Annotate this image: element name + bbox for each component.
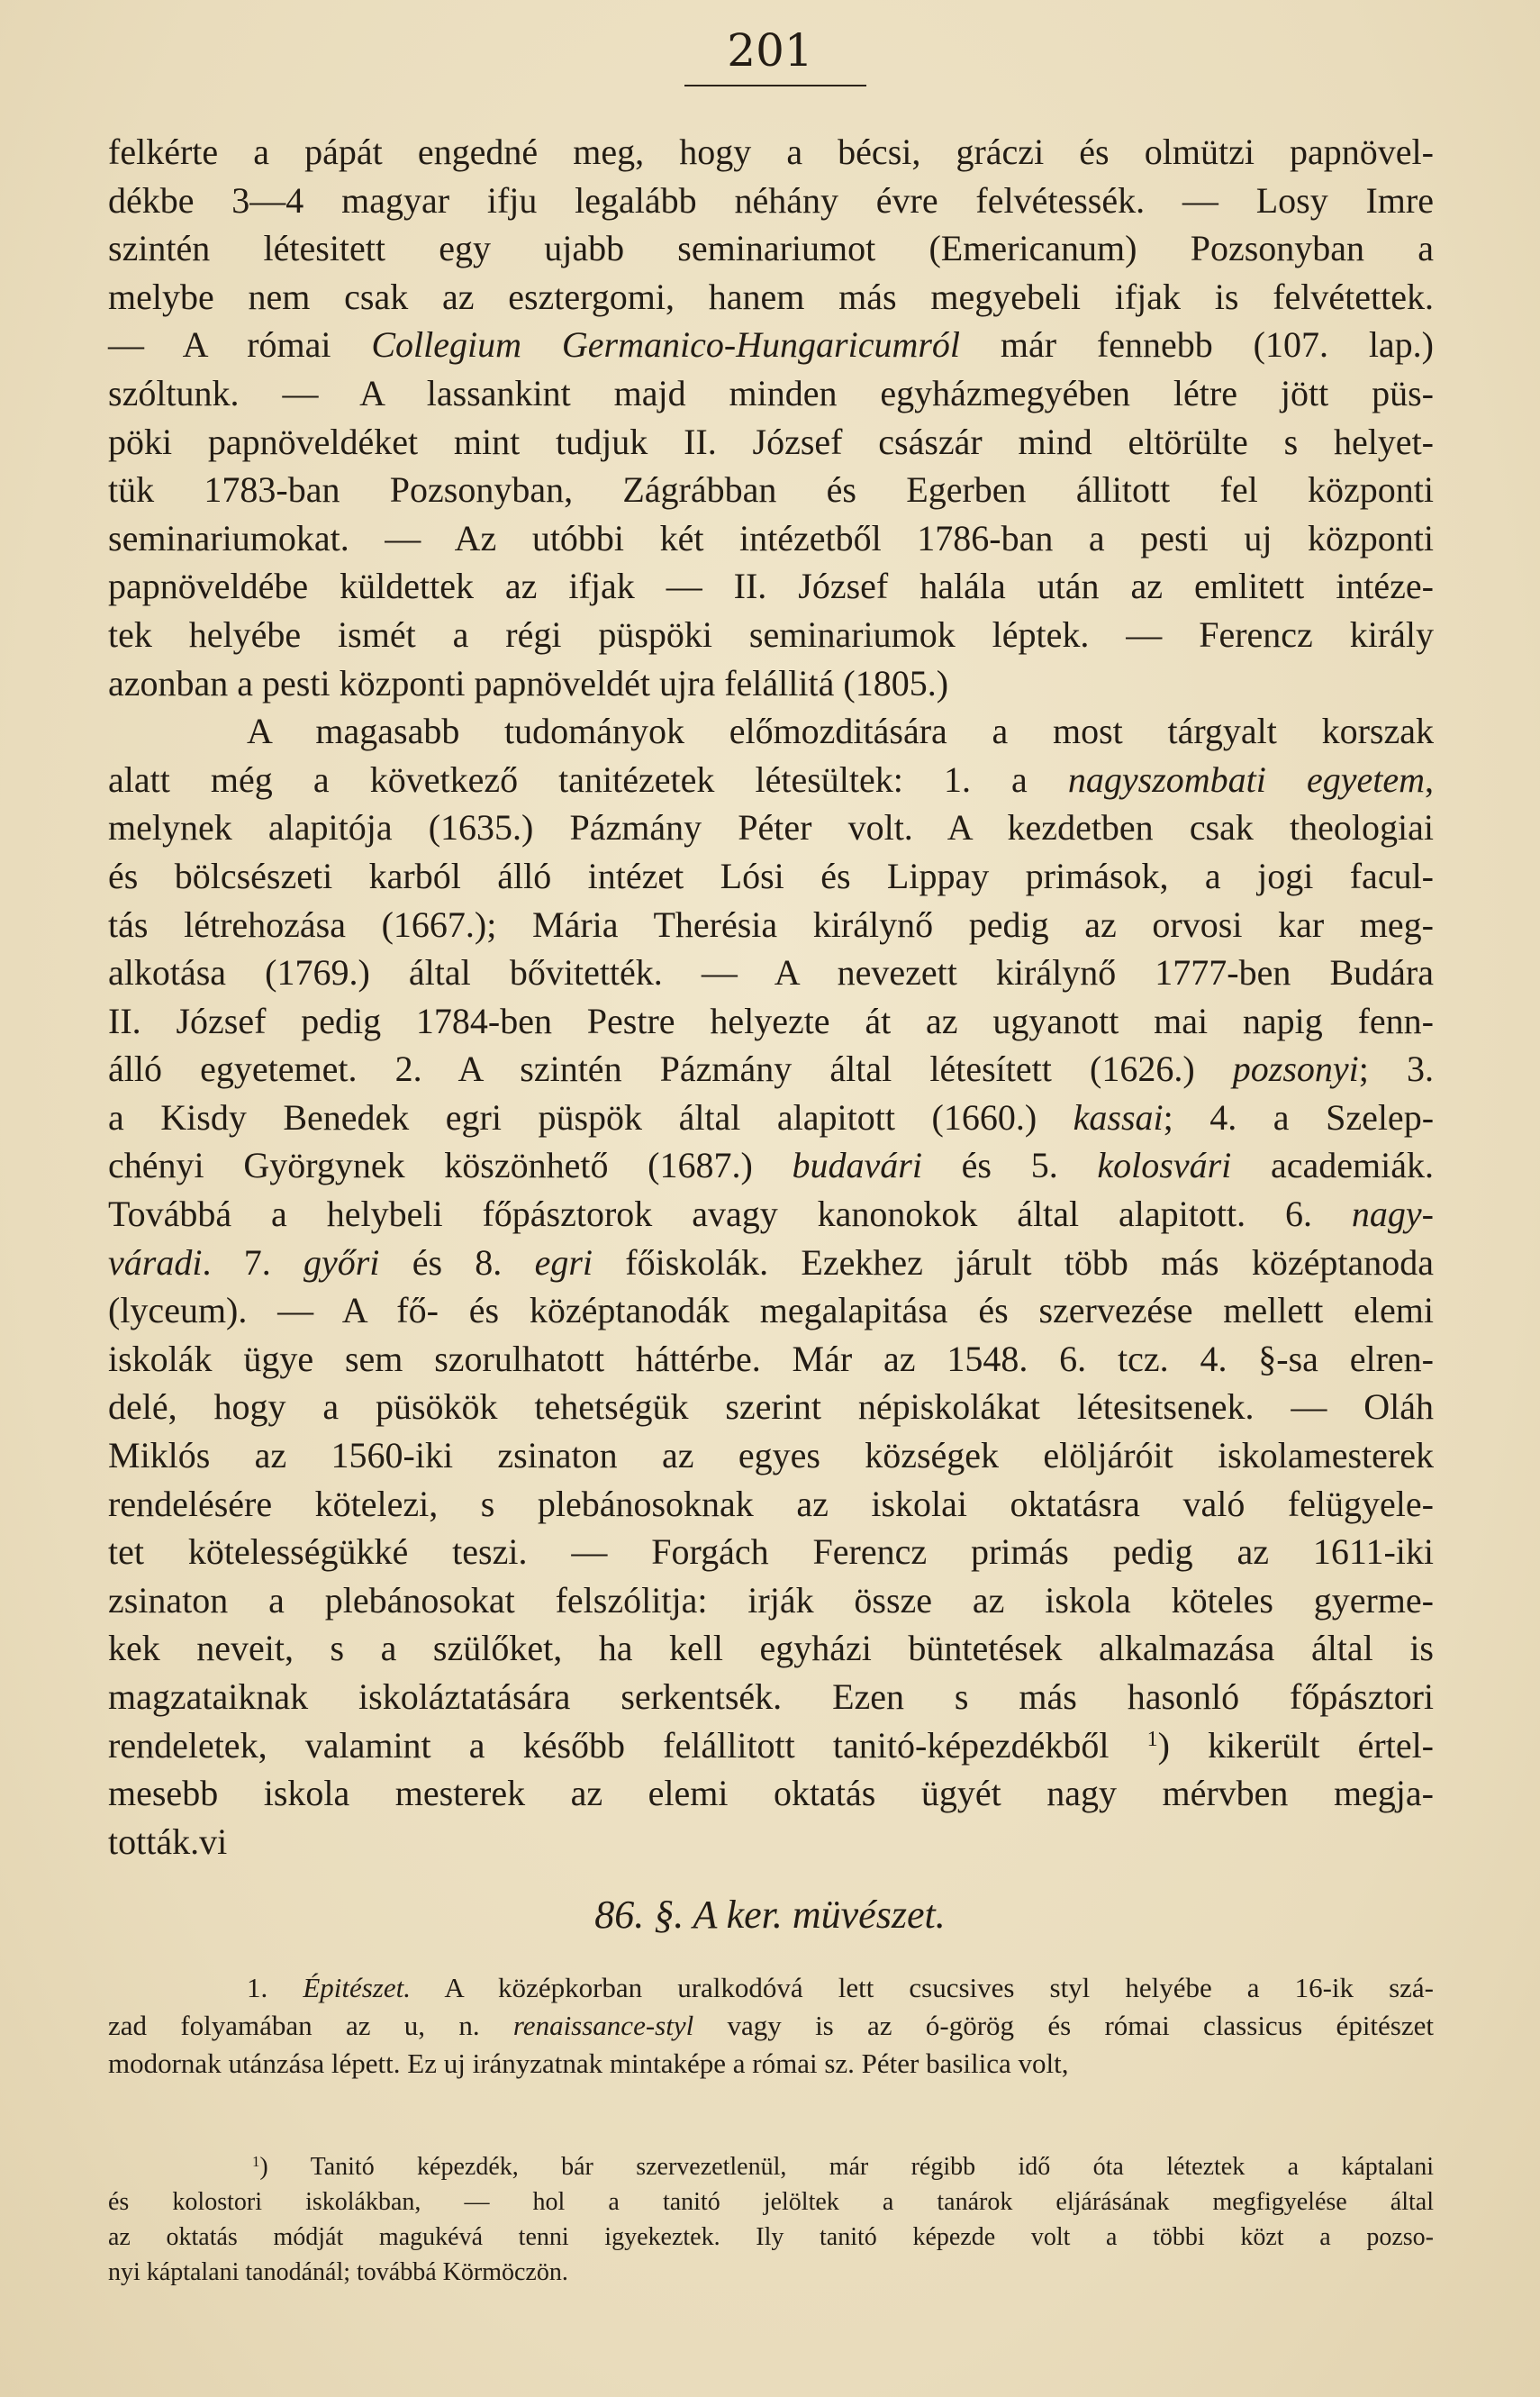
text-run: seminariumokat. — Az utóbbi két intézetből 1786-ban a pesti uj központi (108, 517, 1434, 558)
text-run: ) kikerült értel- (1157, 1724, 1434, 1766)
text-run: A középkorban uralkodóvá lett csucsives styl helyébe a 16-ik szá- (410, 1972, 1435, 2003)
text-run: ; 4. a Szelep- (1163, 1096, 1435, 1138)
text-line (108, 1769, 1434, 1818)
text-run: A magasabb tudományok előmozditására a most tárgyalt korszak (247, 711, 1434, 752)
text-run: tás létrehozása (1667.); Mária Therésia királynő pedig az orvosi kar meg- (108, 903, 1434, 945)
italic-run: egri (534, 1241, 593, 1283)
text-line (108, 611, 1434, 659)
text-run: — A római (108, 324, 372, 366)
text-line (108, 2255, 1434, 2290)
text-line (108, 177, 1434, 225)
text-run: papnöveldébe küldettek az ifjak — II. József halála után az emlitett intéze- (108, 566, 1434, 607)
italic-run: renaissance-styl (512, 2010, 694, 2041)
text-run: felkérte a pápát engedné meg, hogy a bécsi, gráczi és olmützi papnövel- (108, 132, 1434, 172)
main-text (108, 128, 1434, 1866)
text-run: pöki papnöveldéket mint tudjuk II. József császár mind eltörülte s helyet- (108, 421, 1434, 462)
text-run: vagy is az ó-görög és római classicus épitészet (693, 2010, 1434, 2041)
text-run: már fennebb (107. lap.) (960, 324, 1434, 366)
text-line (108, 1141, 1434, 1190)
text-run: melybe nem csak az esztergomi, hanem más megyebeli ifjak is felvétettek. (108, 276, 1434, 317)
text-run: delé, hogy a püsökök tehetségük szerint népiskolákat létesitsenek. — Oláh (108, 1386, 1434, 1428)
text-run: iskolák ügye sem szorulhatott háttérbe. Már az 1548. 6. tcz. 4. §-sa elren- (108, 1338, 1434, 1379)
italic-run: Collegium Germanico-Hungaricumról (371, 324, 961, 366)
text-line (108, 2045, 1434, 2083)
footnote-marker: 1 (252, 2152, 260, 2170)
text-run: nyi káptalani tanodánál; továbbá Körmöczön. (108, 2258, 568, 2286)
italic-run: Épitészet. (303, 1972, 411, 2003)
text-line (108, 514, 1434, 563)
text-line (108, 997, 1434, 1046)
text-run: (lyceum). — A fő- és középtanodák megalapitása és szervezése mellett elemi (108, 1290, 1434, 1331)
text-line (108, 1480, 1434, 1529)
text-line (108, 1576, 1434, 1625)
text-line (108, 756, 1434, 804)
footnote (108, 2149, 1434, 2290)
text-line (108, 804, 1434, 852)
text-line (108, 1528, 1434, 1576)
text-run: tet kötelességükké teszi. — Forgách Ferencz primás pedig az 1611-iki (108, 1531, 1434, 1573)
text-run: álló egyetemet. 2. A szintén Pázmány által létesített (1626.) (108, 1049, 1233, 1090)
text-line (108, 1286, 1434, 1335)
text-run: magzataiknak iskoláztatására serkentsék. Ezen s más hasonló főpásztori (108, 1676, 1434, 1717)
text-run: Miklós az 1560-iki zsinaton az egyes községek elöljáróit iskolamesterek (108, 1435, 1434, 1476)
italic-run: budavári (792, 1145, 922, 1186)
text-line (108, 1721, 1434, 1770)
text-line (108, 2007, 1434, 2045)
text-run: rendeletek, valamint a később felállitott tanitó-képezdékből (108, 1724, 1147, 1766)
text-line (108, 659, 1434, 708)
text-line (108, 1094, 1434, 1142)
text-line (108, 224, 1434, 273)
subsection-text (108, 1969, 1434, 2083)
text-run: szóltunk. — A lassankint majd minden egyházmegyében létre jött püs- (108, 372, 1434, 413)
italic-run: pozsonyi (1232, 1049, 1359, 1090)
text-run: és 8. (379, 1241, 535, 1283)
text-line (108, 1673, 1434, 1721)
text-run: Továbbá a helybeli főpásztorok avagy kanonokok által alapitott. 6. (108, 1194, 1352, 1235)
text-run: és 5. (921, 1145, 1098, 1186)
text-line (108, 2220, 1434, 2255)
text-line (108, 1045, 1434, 1094)
text-line (108, 1239, 1434, 1287)
italic-run: váradi (108, 1241, 203, 1283)
text-run: , (1425, 758, 1435, 800)
text-line (108, 1383, 1434, 1431)
text-run: ) Tanitó képezdék, bár szervezetlenül, már régibb idő óta léteztek a káptalani (259, 2153, 1434, 2181)
text-run: a Kisdy Benedek egri püspök által alapitott (1660.) (108, 1096, 1073, 1138)
text-line (108, 369, 1434, 418)
text-run: melynek alapitója (1635.) Pázmány Péter volt. A kezdetben csak theologiai (108, 807, 1434, 849)
text-line (108, 273, 1434, 322)
text-run: dékbe 3—4 magyar ifju legalább néhány évre felvétessék. — Losy Imre (108, 179, 1434, 221)
text-run: azonban a pesti központi papnöveldét ujra felállitá (1805.) (108, 662, 949, 704)
text-line (108, 1969, 1434, 2007)
text-line (108, 2184, 1434, 2220)
italic-run: kassai (1073, 1096, 1164, 1138)
text-run: academiák. (1231, 1145, 1435, 1186)
text-line (108, 1818, 1434, 1866)
text-run: . 7. (202, 1241, 303, 1283)
text-run: alatt még a következő tanitézetek létesültek: 1. a (108, 758, 1068, 800)
text-run: rendelésére kötelezi, s plebánosoknak az iskolai oktatásra való felügyele- (108, 1483, 1434, 1524)
text-line (108, 418, 1434, 467)
footnote-marker: 1 (1146, 1727, 1158, 1751)
text-run: alkotása (1769.) által bővitették. — A nevezett királynő 1777-ben Budára (108, 952, 1434, 994)
text-line (108, 128, 1434, 177)
text-line (108, 852, 1434, 901)
text-run: főiskolák. Ezekhez járult több más középtanoda (593, 1241, 1435, 1283)
text-run: ; 3. (1358, 1049, 1434, 1090)
text-line (108, 466, 1434, 514)
italic-run: nagy- (1351, 1194, 1434, 1235)
text-run: és bölcsészeti karból álló intézet Lósi és Lippay primások, a jogi facul- (108, 855, 1434, 896)
text-line (108, 707, 1434, 756)
text-run: szintén létesitett egy ujabb seminariumot (Emericanum) Pozsonyban a (108, 228, 1434, 269)
text-run: kek neveit, s a szülőket, ha kell egyházi büntetések alkalmazása által is (108, 1628, 1434, 1669)
italic-run: nagyszombati egyetem (1067, 758, 1426, 800)
text-line (108, 1190, 1434, 1239)
page-number-rule (684, 85, 866, 86)
text-line (108, 1624, 1434, 1673)
section-heading: 86. §. A ker. müvészet. (594, 1893, 946, 1937)
page-number: 201 (727, 24, 813, 77)
text-line (108, 321, 1434, 369)
text-run: és kolostori iskolákban, — hol a tanitó jelöltek a tanárok eljárásának megfigyelése által (108, 2188, 1434, 2216)
text-run: tek helyébe ismét a régi püspöki seminariumok léptek. — Ferencz király (108, 613, 1434, 655)
text-run: chényi Györgynek köszönhető (1687.) (108, 1145, 793, 1186)
text-run: tük 1783-ban Pozsonyban, Zágrábban és Egerben állitott fel központi (108, 469, 1434, 511)
text-run: tották.vi (108, 1820, 228, 1862)
text-line (108, 562, 1434, 611)
text-run: II. József pedig 1784-ben Pestre helyezte át az ugyanott mai napig fenn- (108, 1000, 1434, 1041)
text-run: zsinaton a plebánosokat felszólitja: irják össze az iskola köteles gyerme- (108, 1579, 1434, 1621)
text-run: az oktatás módját magukévá tenni igyekeztek. Ily tanitó képezde volt a többi közt a pozso- (108, 2223, 1434, 2251)
text-run: modornak utánzása lépett. Ez uj irányzatnak mintaképe a római sz. Péter basilica volt, (108, 2047, 1069, 2079)
text-line (108, 1335, 1434, 1384)
text-run: zad folyamában az u, n. (108, 2010, 513, 2041)
text-run: 1. (247, 1972, 303, 2003)
text-line (108, 1431, 1434, 1480)
text-line (108, 2149, 1434, 2184)
italic-run: kolosvári (1097, 1145, 1232, 1186)
text-run: mesebb iskola mesterek az elemi oktatás ügyét nagy mérvben megja- (108, 1773, 1434, 1814)
italic-run: győri (303, 1241, 380, 1283)
text-line (108, 949, 1434, 997)
text-line (108, 901, 1434, 949)
